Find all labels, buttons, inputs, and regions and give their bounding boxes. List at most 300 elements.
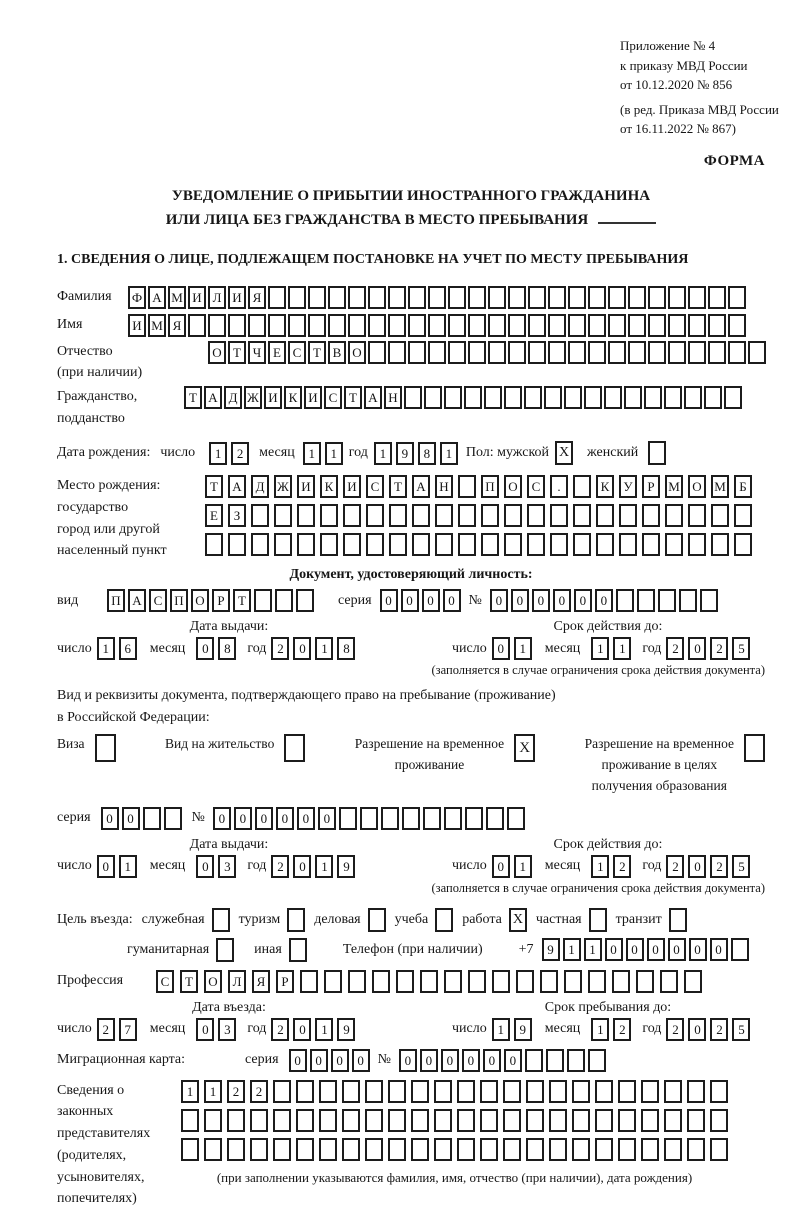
char-cell[interactable] [365,1138,383,1161]
business-checkbox[interactable] [368,908,386,932]
char-cell[interactable] [480,1080,498,1103]
char-cell[interactable] [308,286,326,309]
char-cell[interactable] [319,1109,337,1132]
sex-male-checkbox[interactable]: X [555,441,573,465]
char-cell[interactable]: П [107,589,125,612]
char-cell[interactable] [573,475,591,498]
char-cell[interactable] [664,1109,682,1132]
char-cell[interactable]: 2 [97,1018,115,1041]
char-cell[interactable]: 1 [440,442,458,465]
char-cell[interactable] [608,341,626,364]
char-cell[interactable]: 1 [591,855,609,878]
char-cell[interactable] [368,314,386,337]
char-cell[interactable] [348,286,366,309]
char-cell[interactable] [548,286,566,309]
char-cell[interactable]: А [364,386,382,409]
char-cell[interactable]: 0 [688,855,706,878]
char-cell[interactable] [628,286,646,309]
char-cell[interactable] [458,475,476,498]
char-cell[interactable] [549,1080,567,1103]
char-cell[interactable]: Ф [128,286,146,309]
char-cell[interactable]: И [188,286,206,309]
char-cell[interactable] [368,341,386,364]
char-cell[interactable] [319,1138,337,1161]
char-cell[interactable]: 0 [196,637,214,660]
char-cell[interactable] [503,1080,521,1103]
char-cell[interactable]: 1 [97,637,115,660]
char-cell[interactable] [734,533,752,556]
char-cell[interactable] [411,1138,429,1161]
char-cell[interactable] [324,970,342,993]
char-cell[interactable]: М [148,314,166,337]
char-cell[interactable] [504,386,522,409]
char-cell[interactable] [486,807,504,830]
char-cell[interactable] [528,341,546,364]
char-cell[interactable] [365,1109,383,1132]
char-cell[interactable]: У [619,475,637,498]
char-cell[interactable]: А [412,475,430,498]
char-cell[interactable] [228,314,246,337]
char-cell[interactable]: 0 [443,589,461,612]
char-cell[interactable] [296,1080,314,1103]
char-cell[interactable] [549,1138,567,1161]
char-cell[interactable]: 0 [626,938,644,961]
char-cell[interactable]: Т [184,386,202,409]
char-cell[interactable] [388,1109,406,1132]
char-cell[interactable]: 1 [584,938,602,961]
char-cell[interactable] [504,504,522,527]
char-cell[interactable] [567,1049,585,1072]
char-cell[interactable]: 2 [666,637,684,660]
char-cell[interactable] [688,504,706,527]
char-cell[interactable] [365,1080,383,1103]
char-cell[interactable]: 0 [422,589,440,612]
char-cell[interactable] [465,807,483,830]
char-cell[interactable]: Т [180,970,198,993]
char-cell[interactable] [389,504,407,527]
char-cell[interactable] [550,533,568,556]
char-cell[interactable] [584,386,602,409]
char-cell[interactable]: Я [248,286,266,309]
char-cell[interactable]: 0 [688,637,706,660]
char-cell[interactable] [664,386,682,409]
char-cell[interactable]: Т [233,589,251,612]
char-cell[interactable]: 8 [337,637,355,660]
char-cell[interactable]: 2 [271,855,289,878]
official-checkbox[interactable] [212,908,230,932]
char-cell[interactable] [297,533,315,556]
char-cell[interactable] [464,386,482,409]
char-cell[interactable]: 2 [227,1080,245,1103]
char-cell[interactable]: 9 [396,442,414,465]
char-cell[interactable] [448,314,466,337]
char-cell[interactable] [181,1109,199,1132]
char-cell[interactable]: С [324,386,342,409]
char-cell[interactable]: О [208,341,226,364]
char-cell[interactable] [658,589,676,612]
char-cell[interactable]: 1 [492,1018,510,1041]
char-cell[interactable] [568,286,586,309]
char-cell[interactable]: С [366,475,384,498]
char-cell[interactable]: 0 [574,589,592,612]
char-cell[interactable] [710,1138,728,1161]
char-cell[interactable] [728,314,746,337]
char-cell[interactable]: Т [308,341,326,364]
char-cell[interactable]: Е [205,504,223,527]
char-cell[interactable] [734,504,752,527]
char-cell[interactable]: 1 [591,637,609,660]
humanitarian-checkbox[interactable] [216,938,234,962]
char-cell[interactable]: 0 [196,1018,214,1041]
char-cell[interactable]: 5 [732,1018,750,1041]
char-cell[interactable] [274,504,292,527]
char-cell[interactable] [420,970,438,993]
char-cell[interactable] [619,504,637,527]
residence-permit-checkbox[interactable] [284,734,305,762]
char-cell[interactable]: 0 [668,938,686,961]
char-cell[interactable] [711,504,729,527]
char-cell[interactable] [564,970,582,993]
char-cell[interactable]: 1 [209,442,227,465]
char-cell[interactable] [507,807,525,830]
private-checkbox[interactable] [589,908,607,932]
char-cell[interactable]: П [170,589,188,612]
char-cell[interactable] [588,1049,606,1072]
char-cell[interactable] [388,341,406,364]
char-cell[interactable]: 2 [613,855,631,878]
char-cell[interactable]: 1 [119,855,137,878]
char-cell[interactable]: Т [389,475,407,498]
char-cell[interactable]: 1 [563,938,581,961]
char-cell[interactable] [641,1138,659,1161]
char-cell[interactable] [381,807,399,830]
char-cell[interactable] [457,1080,475,1103]
char-cell[interactable] [458,533,476,556]
char-cell[interactable] [684,970,702,993]
char-cell[interactable]: 0 [331,1049,349,1072]
char-cell[interactable]: 5 [732,855,750,878]
char-cell[interactable] [688,341,706,364]
char-cell[interactable] [508,314,526,337]
char-cell[interactable]: О [191,589,209,612]
char-cell[interactable]: Н [384,386,402,409]
char-cell[interactable] [503,1109,521,1132]
char-cell[interactable]: С [156,970,174,993]
char-cell[interactable]: 0 [689,938,707,961]
char-cell[interactable] [573,533,591,556]
char-cell[interactable] [731,938,749,961]
char-cell[interactable] [480,1109,498,1132]
char-cell[interactable] [412,533,430,556]
char-cell[interactable] [204,1138,222,1161]
char-cell[interactable]: 0 [511,589,529,612]
char-cell[interactable] [648,314,666,337]
other-checkbox[interactable] [289,938,307,962]
char-cell[interactable]: А [128,589,146,612]
char-cell[interactable] [550,504,568,527]
char-cell[interactable]: И [264,386,282,409]
char-cell[interactable] [339,807,357,830]
char-cell[interactable]: 0 [401,589,419,612]
char-cell[interactable]: 2 [710,1018,728,1041]
char-cell[interactable]: Н [435,475,453,498]
char-cell[interactable] [711,533,729,556]
char-cell[interactable]: 0 [122,807,140,830]
char-cell[interactable] [468,286,486,309]
char-cell[interactable] [668,341,686,364]
char-cell[interactable]: 0 [532,589,550,612]
char-cell[interactable] [608,314,626,337]
tourism-checkbox[interactable] [287,908,305,932]
char-cell[interactable] [181,1138,199,1161]
char-cell[interactable] [388,1080,406,1103]
char-cell[interactable]: 2 [231,442,249,465]
char-cell[interactable] [516,970,534,993]
char-cell[interactable] [319,1080,337,1103]
char-cell[interactable] [227,1109,245,1132]
char-cell[interactable] [296,1138,314,1161]
char-cell[interactable]: 1 [315,637,333,660]
temp-residence-education-checkbox[interactable] [744,734,765,762]
char-cell[interactable] [588,286,606,309]
char-cell[interactable]: Л [208,286,226,309]
char-cell[interactable] [296,589,314,612]
char-cell[interactable]: 0 [710,938,728,961]
char-cell[interactable]: 1 [325,442,343,465]
char-cell[interactable] [423,807,441,830]
char-cell[interactable] [248,314,266,337]
char-cell[interactable] [297,504,315,527]
char-cell[interactable]: 2 [666,1018,684,1041]
char-cell[interactable] [604,386,622,409]
char-cell[interactable] [396,970,414,993]
char-cell[interactable] [616,589,634,612]
char-cell[interactable] [188,314,206,337]
char-cell[interactable] [684,386,702,409]
char-cell[interactable]: 1 [591,1018,609,1041]
char-cell[interactable] [348,970,366,993]
char-cell[interactable] [348,314,366,337]
char-cell[interactable]: З [228,504,246,527]
char-cell[interactable]: Л [228,970,246,993]
char-cell[interactable]: 0 [293,855,311,878]
char-cell[interactable]: 0 [276,807,294,830]
char-cell[interactable]: Ж [274,475,292,498]
char-cell[interactable]: С [527,475,545,498]
char-cell[interactable] [434,1109,452,1132]
char-cell[interactable] [572,1080,590,1103]
char-cell[interactable] [388,1138,406,1161]
char-cell[interactable]: К [320,475,338,498]
char-cell[interactable]: 0 [688,1018,706,1041]
temp-residence-checkbox[interactable]: X [514,734,535,762]
char-cell[interactable]: Е [268,341,286,364]
char-cell[interactable]: Ж [244,386,262,409]
char-cell[interactable]: 1 [374,442,392,465]
char-cell[interactable] [342,1080,360,1103]
char-cell[interactable] [687,1109,705,1132]
char-cell[interactable]: Р [212,589,230,612]
char-cell[interactable] [250,1138,268,1161]
char-cell[interactable] [143,807,161,830]
char-cell[interactable] [468,314,486,337]
char-cell[interactable] [688,533,706,556]
char-cell[interactable] [668,314,686,337]
char-cell[interactable]: 3 [218,1018,236,1041]
char-cell[interactable] [724,386,742,409]
char-cell[interactable]: Р [276,970,294,993]
char-cell[interactable] [526,1080,544,1103]
char-cell[interactable] [664,1138,682,1161]
char-cell[interactable] [527,504,545,527]
char-cell[interactable]: Б [734,475,752,498]
char-cell[interactable]: 0 [97,855,115,878]
char-cell[interactable] [568,314,586,337]
char-cell[interactable]: О [204,970,222,993]
char-cell[interactable]: 2 [271,637,289,660]
char-cell[interactable] [274,533,292,556]
char-cell[interactable] [564,386,582,409]
char-cell[interactable]: 8 [218,637,236,660]
char-cell[interactable] [687,1080,705,1103]
char-cell[interactable] [642,504,660,527]
char-cell[interactable] [342,1138,360,1161]
char-cell[interactable] [288,314,306,337]
char-cell[interactable] [619,533,637,556]
char-cell[interactable] [444,807,462,830]
char-cell[interactable] [204,1109,222,1132]
char-cell[interactable] [588,970,606,993]
char-cell[interactable] [428,341,446,364]
sex-female-checkbox[interactable] [648,441,666,465]
char-cell[interactable] [648,286,666,309]
char-cell[interactable] [342,1109,360,1132]
char-cell[interactable]: Ч [248,341,266,364]
char-cell[interactable] [526,1109,544,1132]
char-cell[interactable]: 0 [399,1049,417,1072]
char-cell[interactable]: 0 [647,938,665,961]
char-cell[interactable]: 0 [490,589,508,612]
char-cell[interactable] [527,533,545,556]
char-cell[interactable] [328,286,346,309]
char-cell[interactable]: 0 [213,807,231,830]
char-cell[interactable]: 2 [613,1018,631,1041]
transit-checkbox[interactable] [669,908,687,932]
char-cell[interactable] [434,1080,452,1103]
char-cell[interactable]: А [204,386,222,409]
char-cell[interactable] [320,504,338,527]
char-cell[interactable] [548,314,566,337]
char-cell[interactable]: . [550,475,568,498]
char-cell[interactable] [595,1138,613,1161]
char-cell[interactable]: Д [251,475,269,498]
char-cell[interactable] [708,314,726,337]
char-cell[interactable] [268,314,286,337]
char-cell[interactable] [250,1109,268,1132]
char-cell[interactable] [273,1109,291,1132]
char-cell[interactable] [273,1138,291,1161]
char-cell[interactable]: С [149,589,167,612]
char-cell[interactable] [524,386,542,409]
char-cell[interactable]: С [288,341,306,364]
char-cell[interactable] [548,341,566,364]
char-cell[interactable] [484,386,502,409]
char-cell[interactable] [664,1080,682,1103]
char-cell[interactable]: И [343,475,361,498]
char-cell[interactable]: 0 [310,1049,328,1072]
char-cell[interactable] [688,286,706,309]
char-cell[interactable] [708,341,726,364]
char-cell[interactable] [428,314,446,337]
char-cell[interactable]: 6 [119,637,137,660]
char-cell[interactable] [275,589,293,612]
char-cell[interactable] [468,970,486,993]
char-cell[interactable]: 0 [234,807,252,830]
char-cell[interactable]: 9 [337,855,355,878]
char-cell[interactable] [424,386,442,409]
char-cell[interactable] [448,286,466,309]
char-cell[interactable] [641,1080,659,1103]
char-cell[interactable]: 0 [504,1049,522,1072]
char-cell[interactable] [595,1109,613,1132]
char-cell[interactable]: 0 [196,855,214,878]
char-cell[interactable]: 0 [483,1049,501,1072]
char-cell[interactable] [164,807,182,830]
char-cell[interactable]: 9 [337,1018,355,1041]
char-cell[interactable] [404,386,422,409]
char-cell[interactable]: 0 [380,589,398,612]
char-cell[interactable]: 9 [542,938,560,961]
char-cell[interactable] [544,386,562,409]
char-cell[interactable] [628,314,646,337]
char-cell[interactable] [688,314,706,337]
char-cell[interactable] [300,970,318,993]
char-cell[interactable] [251,504,269,527]
char-cell[interactable] [268,286,286,309]
char-cell[interactable] [637,589,655,612]
char-cell[interactable] [343,533,361,556]
char-cell[interactable]: 1 [315,855,333,878]
char-cell[interactable]: М [711,475,729,498]
char-cell[interactable]: 0 [492,855,510,878]
char-cell[interactable] [389,533,407,556]
char-cell[interactable] [572,1109,590,1132]
char-cell[interactable] [628,341,646,364]
char-cell[interactable] [568,341,586,364]
char-cell[interactable] [618,1109,636,1132]
char-cell[interactable]: Я [252,970,270,993]
char-cell[interactable]: 0 [605,938,623,961]
char-cell[interactable]: 7 [119,1018,137,1041]
char-cell[interactable]: А [148,286,166,309]
char-cell[interactable]: В [328,341,346,364]
char-cell[interactable] [468,341,486,364]
char-cell[interactable] [708,286,726,309]
char-cell[interactable]: Р [642,475,660,498]
char-cell[interactable] [435,504,453,527]
char-cell[interactable]: 0 [553,589,571,612]
char-cell[interactable] [641,1109,659,1132]
char-cell[interactable] [618,1138,636,1161]
char-cell[interactable]: А [228,475,246,498]
char-cell[interactable] [368,286,386,309]
char-cell[interactable] [572,1138,590,1161]
char-cell[interactable] [704,386,722,409]
char-cell[interactable] [644,386,662,409]
char-cell[interactable]: О [688,475,706,498]
char-cell[interactable]: Я [168,314,186,337]
char-cell[interactable]: 0 [289,1049,307,1072]
